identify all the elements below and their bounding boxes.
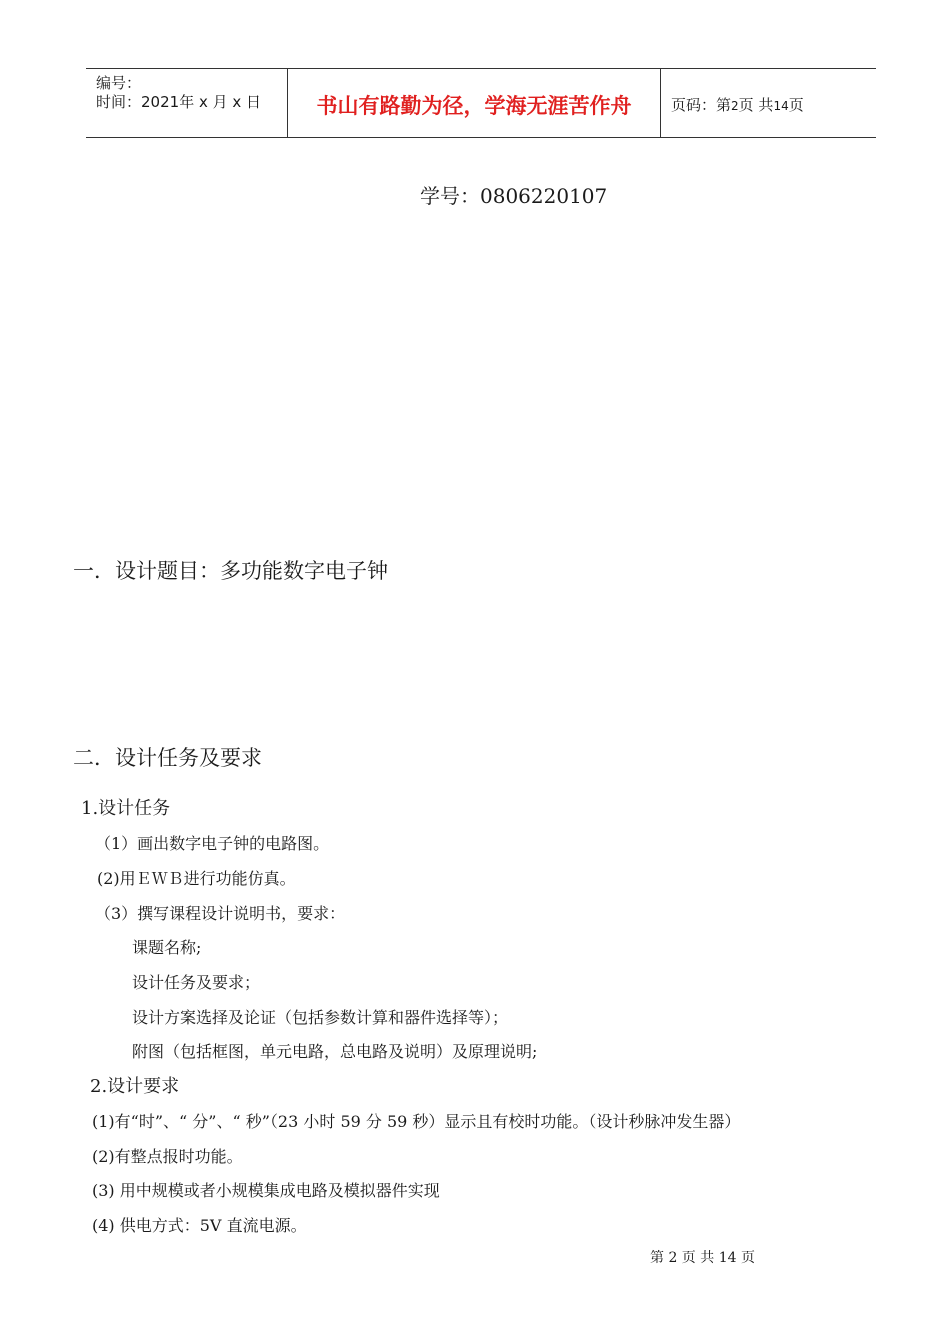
number-label: 编号： bbox=[96, 74, 142, 92]
header-motto-cell bbox=[288, 69, 661, 137]
date-label: 时间：2021年 x 月 x 日 bbox=[96, 93, 262, 111]
requirement-item: (1)有“时”、“ 分”、“ 秒”（23 小时 59 分 59 秒）显示且有校时功能。（设计秒脉冲发生器） bbox=[92, 1112, 741, 1131]
task-subitem: 设计任务及要求； bbox=[132, 973, 261, 992]
student-id: 学号：0806220107 bbox=[420, 184, 608, 208]
page-header bbox=[86, 68, 876, 138]
task-item: (2)用ＥＷＢ进行功能仿真。 bbox=[97, 869, 296, 888]
task-subitem: 设计方案选择及论证（包括参数计算和器件选择等）； bbox=[132, 1008, 509, 1027]
task-subitem: 附图（包括框图，单元电路，总电路及说明）及原理说明; bbox=[132, 1042, 538, 1061]
requirement-item: (4) 供电方式：5V 直流电源。 bbox=[92, 1216, 307, 1235]
requirement-item: (3) 用中规模或者小规模集成电路及模拟器件实现 bbox=[92, 1181, 440, 1200]
task-heading: 1.设计任务 bbox=[81, 798, 171, 819]
section-two-title: 二．设计任务及要求 bbox=[73, 746, 262, 770]
task-item: （1）画出数字电子钟的电路图。 bbox=[95, 834, 330, 853]
task-item: （3）撰写课程设计说明书，要求： bbox=[95, 904, 346, 923]
page-indicator: 页码：第2页 共14页 bbox=[671, 96, 804, 114]
task-subitem: 课题名称; bbox=[132, 938, 202, 957]
header-page-cell bbox=[661, 69, 876, 137]
header-meta-cell bbox=[86, 69, 288, 137]
page-footer: 第 2 页 共 14 页 bbox=[650, 1250, 755, 1266]
requirements-heading: 2.设计要求 bbox=[90, 1076, 180, 1097]
header-motto: 书山有路勤为径，学海无涯苦作舟 bbox=[316, 94, 632, 118]
section-one-title: 一．设计题目：多功能数字电子钟 bbox=[73, 559, 388, 583]
requirement-item: (2)有整点报时功能。 bbox=[92, 1147, 243, 1166]
